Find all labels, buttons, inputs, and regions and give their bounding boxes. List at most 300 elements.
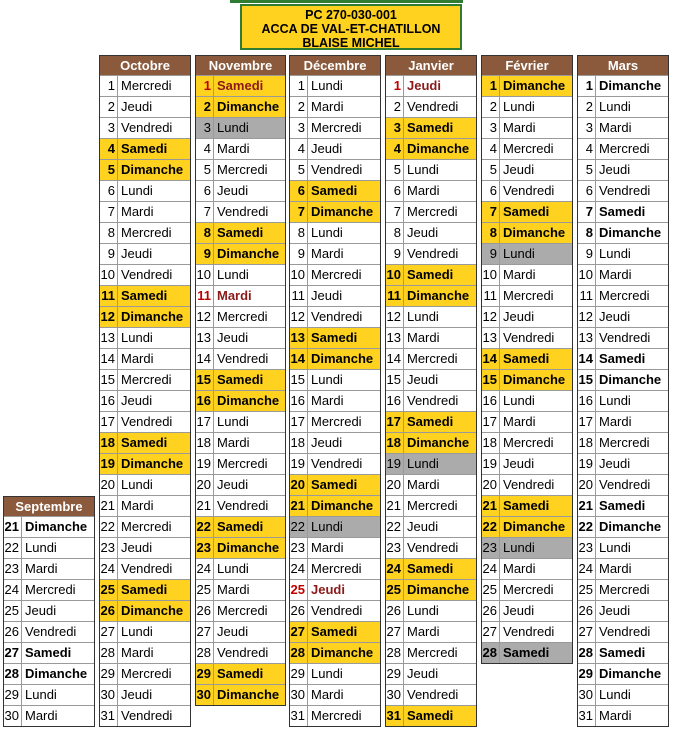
day-row	[386, 642, 476, 663]
day-number: 15	[100, 370, 118, 390]
day-row	[482, 306, 572, 327]
day-name: Mercredi	[599, 582, 650, 597]
day-name: Mercredi	[407, 204, 458, 219]
day-name: Mardi	[121, 351, 154, 366]
day-name: Lundi	[407, 162, 439, 177]
day-name: Mercredi	[311, 561, 362, 576]
day-name: Mardi	[503, 561, 536, 576]
day-row	[196, 159, 285, 180]
day-name: Dimanche	[121, 162, 184, 177]
day-number: 23	[100, 538, 118, 558]
day-row	[4, 663, 94, 684]
day-list	[578, 75, 668, 726]
day-row	[386, 453, 476, 474]
day-number: 8	[196, 223, 214, 243]
day-number: 14	[196, 349, 214, 369]
day-number: 27	[290, 622, 308, 642]
day-number: 20	[578, 475, 596, 495]
day-name: Jeudi	[599, 162, 631, 177]
day-row	[196, 285, 285, 306]
day-number: 28	[482, 643, 500, 663]
day-row	[482, 495, 572, 516]
day-row	[578, 369, 668, 390]
day-row	[578, 411, 668, 432]
day-name: Mercredi	[217, 162, 268, 177]
day-row	[482, 474, 572, 495]
day-name: Mardi	[599, 120, 632, 135]
day-name: Jeudi	[599, 603, 631, 618]
day-number: 22	[100, 517, 118, 537]
day-name: Vendredi	[599, 624, 651, 639]
day-number: 25	[578, 580, 596, 600]
day-number: 14	[482, 349, 500, 369]
day-name: Jeudi	[121, 246, 153, 261]
day-name: Samedi	[311, 624, 358, 639]
day-name: Lundi	[599, 246, 631, 261]
day-row	[578, 75, 668, 96]
day-number: 11	[386, 286, 404, 306]
day-name: Samedi	[407, 120, 454, 135]
day-number: 20	[290, 475, 308, 495]
day-number: 16	[196, 391, 214, 411]
day-list	[196, 75, 285, 705]
day-row	[196, 201, 285, 222]
day-number: 7	[290, 202, 308, 222]
day-row	[196, 180, 285, 201]
day-row	[386, 579, 476, 600]
day-number: 31	[290, 706, 308, 726]
day-row	[290, 348, 380, 369]
day-name: Jeudi	[217, 477, 249, 492]
day-name: Samedi	[121, 435, 168, 450]
day-row	[196, 600, 285, 621]
day-row	[290, 411, 380, 432]
day-number: 12	[386, 307, 404, 327]
day-number: 21	[196, 496, 214, 516]
day-number: 16	[482, 391, 500, 411]
day-name: Mercredi	[503, 435, 554, 450]
day-name: Dimanche	[217, 246, 280, 261]
day-number: 18	[100, 433, 118, 453]
day-name: Mercredi	[311, 414, 362, 429]
day-row	[386, 432, 476, 453]
day-name: Vendredi	[407, 687, 459, 702]
day-number: 26	[196, 601, 214, 621]
day-name: Jeudi	[407, 372, 439, 387]
day-name: Lundi	[311, 519, 343, 534]
day-number: 23	[578, 538, 596, 558]
day-number: 14	[578, 349, 596, 369]
day-number: 22	[386, 517, 404, 537]
day-number: 18	[578, 433, 596, 453]
day-number: 20	[100, 475, 118, 495]
day-name: Lundi	[311, 666, 343, 681]
day-name: Samedi	[407, 267, 454, 282]
day-number: 25	[4, 601, 22, 621]
day-row	[290, 369, 380, 390]
day-row	[100, 264, 190, 285]
day-number: 4	[290, 139, 308, 159]
day-name: Lundi	[121, 183, 153, 198]
day-name: Mardi	[599, 708, 632, 723]
day-row	[482, 432, 572, 453]
month-header: Décembre	[290, 55, 380, 75]
day-row	[196, 537, 285, 558]
day-row	[386, 138, 476, 159]
day-name: Mercredi	[217, 456, 268, 471]
day-row	[386, 222, 476, 243]
day-name: Mercredi	[25, 582, 76, 597]
day-number: 15	[482, 370, 500, 390]
day-row	[482, 138, 572, 159]
day-row	[578, 348, 668, 369]
day-number: 14	[386, 349, 404, 369]
day-number: 18	[196, 433, 214, 453]
day-number: 3	[100, 118, 118, 138]
day-row	[196, 453, 285, 474]
day-name: Jeudi	[407, 225, 439, 240]
day-name: Jeudi	[121, 540, 153, 555]
day-row	[386, 180, 476, 201]
day-number: 16	[386, 391, 404, 411]
day-name: Mercredi	[121, 78, 172, 93]
day-row	[196, 411, 285, 432]
day-number: 5	[290, 160, 308, 180]
day-row	[100, 684, 190, 705]
day-name: Samedi	[121, 288, 168, 303]
day-name: Dimanche	[503, 519, 566, 534]
day-row	[290, 285, 380, 306]
day-name: Dimanche	[407, 288, 470, 303]
day-number: 31	[578, 706, 596, 726]
day-row	[196, 327, 285, 348]
day-name: Mercredi	[503, 141, 554, 156]
calendar-janvier	[385, 55, 477, 727]
day-name: Mercredi	[503, 288, 554, 303]
day-name: Jeudi	[217, 624, 249, 639]
day-number: 27	[386, 622, 404, 642]
day-row	[196, 432, 285, 453]
day-name: Mardi	[599, 414, 632, 429]
day-number: 17	[196, 412, 214, 432]
day-name: Lundi	[25, 540, 57, 555]
day-row	[196, 474, 285, 495]
day-name: Samedi	[599, 645, 646, 660]
day-number: 4	[386, 139, 404, 159]
day-row	[100, 705, 190, 726]
day-name: Mardi	[311, 540, 344, 555]
day-name: Samedi	[599, 204, 646, 219]
day-number: 10	[482, 265, 500, 285]
day-name: Samedi	[121, 582, 168, 597]
day-number: 24	[482, 559, 500, 579]
day-name: Vendredi	[121, 561, 173, 576]
day-row	[196, 684, 285, 705]
day-number: 20	[386, 475, 404, 495]
day-name: Lundi	[311, 225, 343, 240]
day-name: Lundi	[407, 456, 439, 471]
month-header: Janvier	[386, 55, 476, 75]
day-name: Dimanche	[311, 645, 374, 660]
day-name: Dimanche	[121, 309, 184, 324]
day-row	[386, 264, 476, 285]
day-row	[4, 579, 94, 600]
day-number: 20	[196, 475, 214, 495]
day-name: Dimanche	[217, 393, 280, 408]
day-number: 8	[290, 223, 308, 243]
day-row	[386, 327, 476, 348]
day-number: 30	[290, 685, 308, 705]
day-row	[100, 159, 190, 180]
day-number: 27	[100, 622, 118, 642]
day-row	[386, 159, 476, 180]
day-name: Mardi	[121, 498, 154, 513]
day-number: 27	[196, 622, 214, 642]
day-number: 19	[100, 454, 118, 474]
day-row	[386, 558, 476, 579]
day-row	[100, 180, 190, 201]
day-number: 7	[100, 202, 118, 222]
day-number: 5	[100, 160, 118, 180]
day-name: Mardi	[121, 204, 154, 219]
day-name: Lundi	[217, 414, 249, 429]
day-row	[578, 453, 668, 474]
day-number: 17	[482, 412, 500, 432]
day-row	[578, 516, 668, 537]
day-row	[290, 243, 380, 264]
day-row	[100, 411, 190, 432]
day-number: 26	[4, 622, 22, 642]
day-row	[100, 432, 190, 453]
day-number: 23	[386, 538, 404, 558]
day-name: Lundi	[503, 393, 535, 408]
day-number: 24	[4, 580, 22, 600]
day-number: 9	[100, 244, 118, 264]
day-name: Lundi	[407, 309, 439, 324]
day-number: 30	[386, 685, 404, 705]
day-row	[4, 642, 94, 663]
day-row	[100, 390, 190, 411]
day-number: 24	[290, 559, 308, 579]
day-list	[386, 75, 476, 726]
day-number: 2	[578, 97, 596, 117]
day-number: 19	[578, 454, 596, 474]
day-row	[196, 642, 285, 663]
day-name: Vendredi	[599, 477, 651, 492]
day-number: 23	[290, 538, 308, 558]
day-row	[482, 180, 572, 201]
calendar-decembre	[289, 55, 381, 727]
day-number: 6	[290, 181, 308, 201]
day-name: Samedi	[311, 183, 358, 198]
day-number: 1	[578, 76, 596, 96]
day-name: Jeudi	[503, 456, 535, 471]
day-name: Lundi	[121, 477, 153, 492]
day-number: 16	[290, 391, 308, 411]
day-number: 27	[578, 622, 596, 642]
day-number: 22	[196, 517, 214, 537]
day-name: Vendredi	[407, 246, 459, 261]
day-name: Lundi	[407, 603, 439, 618]
day-row	[290, 663, 380, 684]
day-number: 15	[290, 370, 308, 390]
day-number: 3	[290, 118, 308, 138]
day-number: 17	[578, 412, 596, 432]
day-row	[4, 600, 94, 621]
day-number: 7	[578, 202, 596, 222]
day-row	[4, 516, 94, 537]
day-row	[386, 663, 476, 684]
day-row	[386, 306, 476, 327]
day-name: Jeudi	[121, 393, 153, 408]
day-row	[578, 390, 668, 411]
day-number: 21	[100, 496, 118, 516]
day-number: 16	[578, 391, 596, 411]
day-name: Dimanche	[25, 519, 88, 534]
day-name: Jeudi	[311, 288, 343, 303]
day-name: Mardi	[407, 624, 440, 639]
day-name: Mercredi	[121, 519, 172, 534]
day-number: 10	[100, 265, 118, 285]
day-name: Mardi	[407, 330, 440, 345]
day-name: Dimanche	[599, 372, 662, 387]
day-row	[386, 411, 476, 432]
day-name: Dimanche	[503, 78, 566, 93]
day-row	[386, 495, 476, 516]
day-number: 3	[482, 118, 500, 138]
day-row	[386, 705, 476, 726]
day-name: Lundi	[503, 540, 535, 555]
day-name: Dimanche	[599, 225, 662, 240]
day-row	[386, 600, 476, 621]
day-number: 13	[290, 328, 308, 348]
day-name: Vendredi	[121, 120, 173, 135]
day-name: Jeudi	[311, 141, 343, 156]
day-row	[100, 75, 190, 96]
day-name: Dimanche	[311, 351, 374, 366]
day-row	[4, 537, 94, 558]
day-number: 3	[196, 118, 214, 138]
day-name: Samedi	[217, 666, 264, 681]
association-name: ACCA DE VAL-ET-CHATILLON	[261, 22, 441, 36]
day-number: 2	[196, 97, 214, 117]
day-name: Lundi	[599, 99, 631, 114]
day-row	[578, 432, 668, 453]
day-row	[578, 474, 668, 495]
day-row	[482, 516, 572, 537]
day-number: 13	[482, 328, 500, 348]
day-row	[290, 201, 380, 222]
day-row	[100, 516, 190, 537]
day-number: 25	[482, 580, 500, 600]
day-row	[290, 579, 380, 600]
day-name: Mardi	[121, 645, 154, 660]
day-name: Samedi	[503, 351, 550, 366]
day-name: Samedi	[503, 204, 550, 219]
day-name: Jeudi	[407, 666, 439, 681]
day-row	[100, 138, 190, 159]
day-row	[578, 537, 668, 558]
day-name: Vendredi	[217, 351, 269, 366]
day-number: 6	[100, 181, 118, 201]
day-number: 20	[482, 475, 500, 495]
day-row	[290, 642, 380, 663]
day-name: Vendredi	[503, 183, 555, 198]
day-row	[482, 537, 572, 558]
day-row	[196, 390, 285, 411]
day-row	[290, 474, 380, 495]
day-row	[578, 558, 668, 579]
day-name: Dimanche	[311, 204, 374, 219]
day-name: Vendredi	[121, 414, 173, 429]
day-name: Samedi	[599, 498, 646, 513]
day-name: Dimanche	[217, 687, 280, 702]
day-name: Mercredi	[311, 267, 362, 282]
day-row	[386, 96, 476, 117]
day-name: Jeudi	[25, 603, 57, 618]
day-row	[100, 642, 190, 663]
day-number: 10	[290, 265, 308, 285]
day-name: Vendredi	[121, 708, 173, 723]
day-row	[482, 369, 572, 390]
day-row	[100, 96, 190, 117]
day-name: Dimanche	[503, 225, 566, 240]
day-row	[482, 453, 572, 474]
day-number: 9	[196, 244, 214, 264]
day-number: 1	[196, 76, 214, 96]
day-number: 23	[196, 538, 214, 558]
day-row	[578, 159, 668, 180]
day-name: Vendredi	[599, 183, 651, 198]
day-list	[100, 75, 190, 726]
day-row	[290, 495, 380, 516]
day-row	[290, 432, 380, 453]
day-row	[100, 621, 190, 642]
day-row	[290, 621, 380, 642]
day-number: 15	[196, 370, 214, 390]
day-row	[578, 96, 668, 117]
day-number: 12	[578, 307, 596, 327]
calendar-septembre	[3, 496, 95, 727]
day-row	[290, 159, 380, 180]
day-row	[578, 642, 668, 663]
day-number: 21	[482, 496, 500, 516]
day-number: 10	[196, 265, 214, 285]
day-row	[578, 222, 668, 243]
day-name: Vendredi	[217, 204, 269, 219]
day-name: Mardi	[217, 435, 250, 450]
day-row	[290, 705, 380, 726]
day-number: 1	[290, 76, 308, 96]
day-number: 24	[386, 559, 404, 579]
day-name: Vendredi	[407, 99, 459, 114]
day-number: 2	[290, 97, 308, 117]
day-list	[290, 75, 380, 726]
day-row	[100, 558, 190, 579]
day-row	[482, 117, 572, 138]
title-block	[240, 4, 462, 50]
day-name: Mardi	[311, 99, 344, 114]
day-number: 26	[290, 601, 308, 621]
day-number: 13	[578, 328, 596, 348]
day-row	[100, 327, 190, 348]
day-number: 10	[386, 265, 404, 285]
day-name: Mardi	[599, 267, 632, 282]
day-number: 29	[196, 664, 214, 684]
day-name: Jeudi	[217, 330, 249, 345]
day-row	[196, 117, 285, 138]
day-name: Vendredi	[217, 498, 269, 513]
